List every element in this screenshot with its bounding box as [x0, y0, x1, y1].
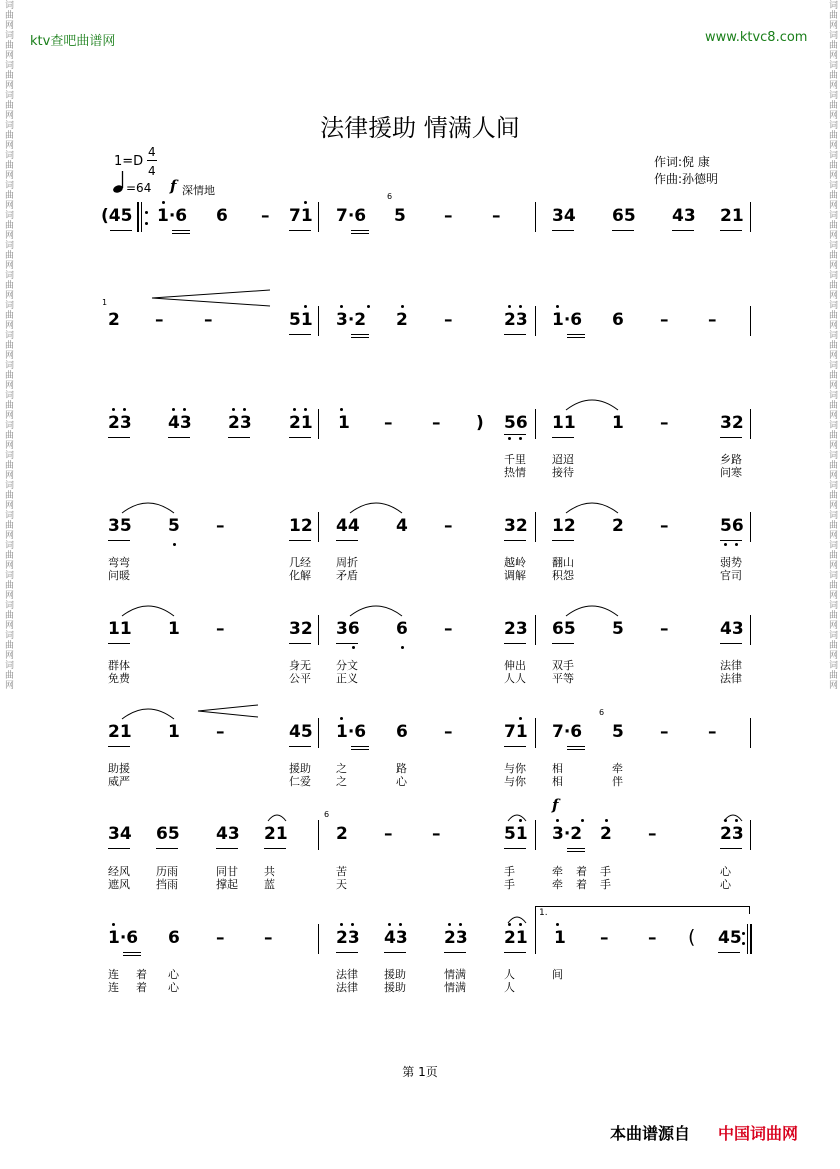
note: 5: [612, 619, 624, 639]
lyric: 情满: [444, 968, 466, 981]
note: (: [688, 926, 696, 948]
slur: [348, 499, 404, 515]
note: –: [216, 928, 225, 948]
slur: [120, 499, 176, 515]
lyric: 手: [504, 878, 515, 891]
lyric: 法律: [336, 968, 358, 981]
lyric: 与你: [504, 762, 526, 775]
lyric: 调解: [504, 569, 526, 582]
note: 11: [108, 619, 132, 639]
note: 45: [289, 722, 313, 742]
note: 34: [552, 206, 576, 226]
page-number: 第 1页: [402, 1065, 438, 1079]
lyric: 撑起: [216, 878, 238, 891]
lyric: 接待: [552, 466, 574, 479]
note: 7·6: [552, 722, 583, 742]
note: 1·6: [157, 206, 188, 226]
lyric: 周折: [336, 556, 358, 569]
note: 21: [504, 928, 528, 948]
note: 71: [504, 722, 528, 742]
lyric: 牵: [612, 762, 623, 775]
note: –: [708, 722, 717, 742]
note: 1: [338, 413, 350, 433]
note: –: [648, 928, 657, 948]
lyric: 牵: [552, 865, 563, 878]
lyric: 人: [504, 981, 515, 994]
volta-bracket: 1.: [539, 908, 548, 918]
lyric: 历雨: [156, 865, 178, 878]
slur: [506, 812, 528, 822]
lyric: 连: [108, 968, 119, 981]
lyric: 天: [336, 878, 347, 891]
note: 1: [612, 413, 624, 433]
slur: [266, 812, 288, 822]
note: 71: [289, 206, 313, 226]
lyric: 同甘: [216, 865, 238, 878]
note: –: [216, 516, 225, 536]
note: 2: [108, 310, 120, 330]
lyric: 法律: [720, 672, 742, 685]
lyric: 问寒: [720, 466, 742, 479]
note: –: [660, 722, 669, 742]
lyric: 分文: [336, 659, 358, 672]
note: 65: [612, 206, 636, 226]
lyric: 仁爱: [289, 775, 311, 788]
tempo: =64: [126, 181, 152, 195]
note: 43: [384, 928, 408, 948]
note: –: [444, 722, 453, 742]
note: (45: [101, 206, 133, 226]
lyric: 手: [600, 878, 611, 891]
lyric: 双手: [552, 659, 574, 672]
lyric: 苦: [336, 865, 347, 878]
lyric: 连: [108, 981, 119, 994]
dynamic-forte: f: [170, 177, 177, 195]
note: 65: [156, 824, 180, 844]
note: –: [444, 206, 453, 226]
note: 12: [552, 516, 576, 536]
note: 32: [720, 413, 744, 433]
lyricist: 作词:倪 康: [654, 155, 710, 169]
note: 2: [612, 516, 624, 536]
slur: [120, 705, 176, 721]
lyric: 平等: [552, 672, 574, 685]
site-link-right[interactable]: www.ktvc8.com: [705, 30, 808, 45]
note: 6: [168, 928, 180, 948]
note: –: [600, 928, 609, 948]
note: 21: [108, 722, 132, 742]
lyric: 相: [552, 775, 563, 788]
lyric: 援助: [384, 968, 406, 981]
lyric: 化解: [289, 569, 311, 582]
lyric: 公平: [289, 672, 311, 685]
note: 43: [168, 413, 192, 433]
note: 21: [264, 824, 288, 844]
note: 2: [336, 824, 348, 844]
lyric: 手: [504, 865, 515, 878]
note: 43: [720, 619, 744, 639]
lyric: 越岭: [504, 556, 526, 569]
lyric: 蓝: [264, 878, 275, 891]
lyric: 援助: [289, 762, 311, 775]
note: 23: [444, 928, 468, 948]
note: 1: [554, 928, 566, 948]
lyric: 心: [168, 981, 179, 994]
lyric: 威严: [108, 775, 130, 788]
lyric: 千里: [504, 453, 526, 466]
note: 1·6: [336, 722, 367, 742]
song-title: 法律援助 情满人间: [320, 114, 520, 142]
lyric: 援助: [384, 981, 406, 994]
note: 23: [228, 413, 252, 433]
lyric: 乡路: [720, 453, 742, 466]
slur: [120, 602, 176, 618]
lyric: 积怨: [552, 569, 574, 582]
note: 2: [396, 310, 408, 330]
source-site-link[interactable]: 中国词曲网: [718, 1124, 799, 1143]
lyric: 弯弯: [108, 556, 130, 569]
note: –: [432, 413, 441, 433]
lyric: 热情: [504, 466, 526, 479]
note: –: [216, 619, 225, 639]
lyric: 着: [576, 878, 587, 891]
note: 4: [396, 516, 408, 536]
quarter-note-icon: [112, 170, 126, 194]
grace-note: 6: [324, 810, 330, 819]
lyric: 共: [264, 865, 275, 878]
note: –: [444, 310, 453, 330]
note: –: [660, 516, 669, 536]
dynamic-forte: f: [552, 796, 559, 814]
note: 32: [504, 516, 528, 536]
note: 3·2: [552, 824, 583, 844]
note: –: [444, 619, 453, 639]
lyric: 遮风: [108, 878, 130, 891]
note: 12: [289, 516, 313, 536]
note: 51: [504, 824, 528, 844]
lyric: 矛盾: [336, 569, 358, 582]
slur: [564, 499, 620, 515]
note: –: [432, 824, 441, 844]
note: 7·6: [336, 206, 367, 226]
composer: 作曲:孙德明: [654, 172, 719, 186]
lyric: 心: [720, 878, 731, 891]
lyric: 正义: [336, 672, 358, 685]
lyric: 与你: [504, 775, 526, 788]
note: 1·6: [108, 928, 139, 948]
note: –: [660, 413, 669, 433]
note: 23: [504, 310, 528, 330]
lyric: 间: [552, 968, 563, 981]
crescendo-hairpin: [150, 289, 272, 307]
note: 21: [289, 413, 313, 433]
lyric: 弱势: [720, 556, 742, 569]
note: –: [492, 206, 501, 226]
lyric: 几经: [289, 556, 311, 569]
side-watermark-right: 词曲网词曲网词曲网词曲网词曲网词曲网词曲网词曲网词曲网词曲网词曲网词曲网词曲网词曲网词曲网词曲网词曲网词曲网词曲网词曲网词曲网词曲网词曲网: [827, 0, 837, 690]
note: 6: [612, 310, 624, 330]
slur: [564, 396, 620, 412]
note: 23: [504, 619, 528, 639]
note: –: [264, 928, 273, 948]
lyric: 之: [336, 762, 347, 775]
lyric: 挡雨: [156, 878, 178, 891]
note: 1: [168, 619, 180, 639]
grace-note: 6: [387, 192, 393, 201]
note: 32: [289, 619, 313, 639]
lyric: 相: [552, 762, 563, 775]
lyric: 免费: [108, 672, 130, 685]
note: 11: [552, 413, 576, 433]
lyric: 群体: [108, 659, 130, 672]
lyric: 迢迢: [552, 453, 574, 466]
lyric: 着: [136, 981, 147, 994]
note: 6: [216, 206, 228, 226]
lyric: 伴: [612, 775, 623, 788]
note: 56: [504, 413, 528, 433]
note: –: [155, 310, 164, 330]
note: –: [444, 516, 453, 536]
decrescendo-hairpin: [196, 704, 260, 718]
lyric: 心: [396, 775, 407, 788]
note: 35: [108, 516, 132, 536]
lyric: 路: [396, 762, 407, 775]
site-link-left[interactable]: ktv查吧曲谱网: [30, 34, 116, 49]
note: 5: [168, 516, 180, 536]
slur: [564, 602, 620, 618]
lyric: 着: [136, 968, 147, 981]
lyric: 手: [600, 865, 611, 878]
note: 1: [168, 722, 180, 742]
lyric: 心: [720, 865, 731, 878]
lyric: 助援: [108, 762, 130, 775]
note: 1·6: [552, 310, 583, 330]
note: 3·2: [336, 310, 367, 330]
lyric: 牵: [552, 878, 563, 891]
time-signature-top: 4: [148, 145, 156, 159]
lyric: 官司: [720, 569, 742, 582]
note: –: [708, 310, 717, 330]
lyric: 法律: [720, 659, 742, 672]
note: 6: [396, 619, 408, 639]
lyric: 人: [504, 968, 515, 981]
note: –: [648, 824, 657, 844]
lyric: 心: [168, 968, 179, 981]
lyric: 之: [336, 775, 347, 788]
grace-note: 1: [102, 298, 108, 307]
note: –: [660, 619, 669, 639]
note: 5: [612, 722, 624, 742]
lyric: 情满: [444, 981, 466, 994]
note: –: [660, 310, 669, 330]
note: 51: [289, 310, 313, 330]
note: 45: [718, 928, 742, 948]
lyric: 翻山: [552, 556, 574, 569]
note: –: [384, 824, 393, 844]
note: –: [384, 413, 393, 433]
note: 36: [336, 619, 360, 639]
note: 23: [336, 928, 360, 948]
time-signature-bottom: 4: [148, 164, 156, 178]
grace-note: 6: [599, 708, 605, 717]
note: 56: [720, 516, 744, 536]
note: ): [476, 413, 484, 433]
note: –: [216, 722, 225, 742]
side-watermark-left: 词曲网词曲网词曲网词曲网词曲网词曲网词曲网词曲网词曲网词曲网词曲网词曲网词曲网词曲网词曲网词曲网词曲网词曲网词曲网词曲网词曲网词曲网词曲网: [3, 0, 13, 690]
note: 21: [720, 206, 744, 226]
note: 5: [394, 206, 406, 226]
source-label: 本曲谱源自: [610, 1124, 691, 1143]
note: 34: [108, 824, 132, 844]
lyric: 伸出: [504, 659, 526, 672]
note: –: [261, 206, 270, 226]
lyric: 经风: [108, 865, 130, 878]
note: –: [204, 310, 213, 330]
slur: [348, 602, 404, 618]
lyric: 着: [576, 865, 587, 878]
lyric: 人人: [504, 672, 526, 685]
lyric: 问暖: [108, 569, 130, 582]
note: 23: [720, 824, 744, 844]
note: 6: [396, 722, 408, 742]
key-signature: 1=D: [114, 154, 144, 169]
expression-mark: 深情地: [182, 184, 215, 197]
note: 2: [600, 824, 612, 844]
note: 23: [108, 413, 132, 433]
note: 43: [672, 206, 696, 226]
lyric: 法律: [336, 981, 358, 994]
note: 44: [336, 516, 360, 536]
lyric: 身无: [289, 659, 311, 672]
note: 43: [216, 824, 240, 844]
note: 65: [552, 619, 576, 639]
